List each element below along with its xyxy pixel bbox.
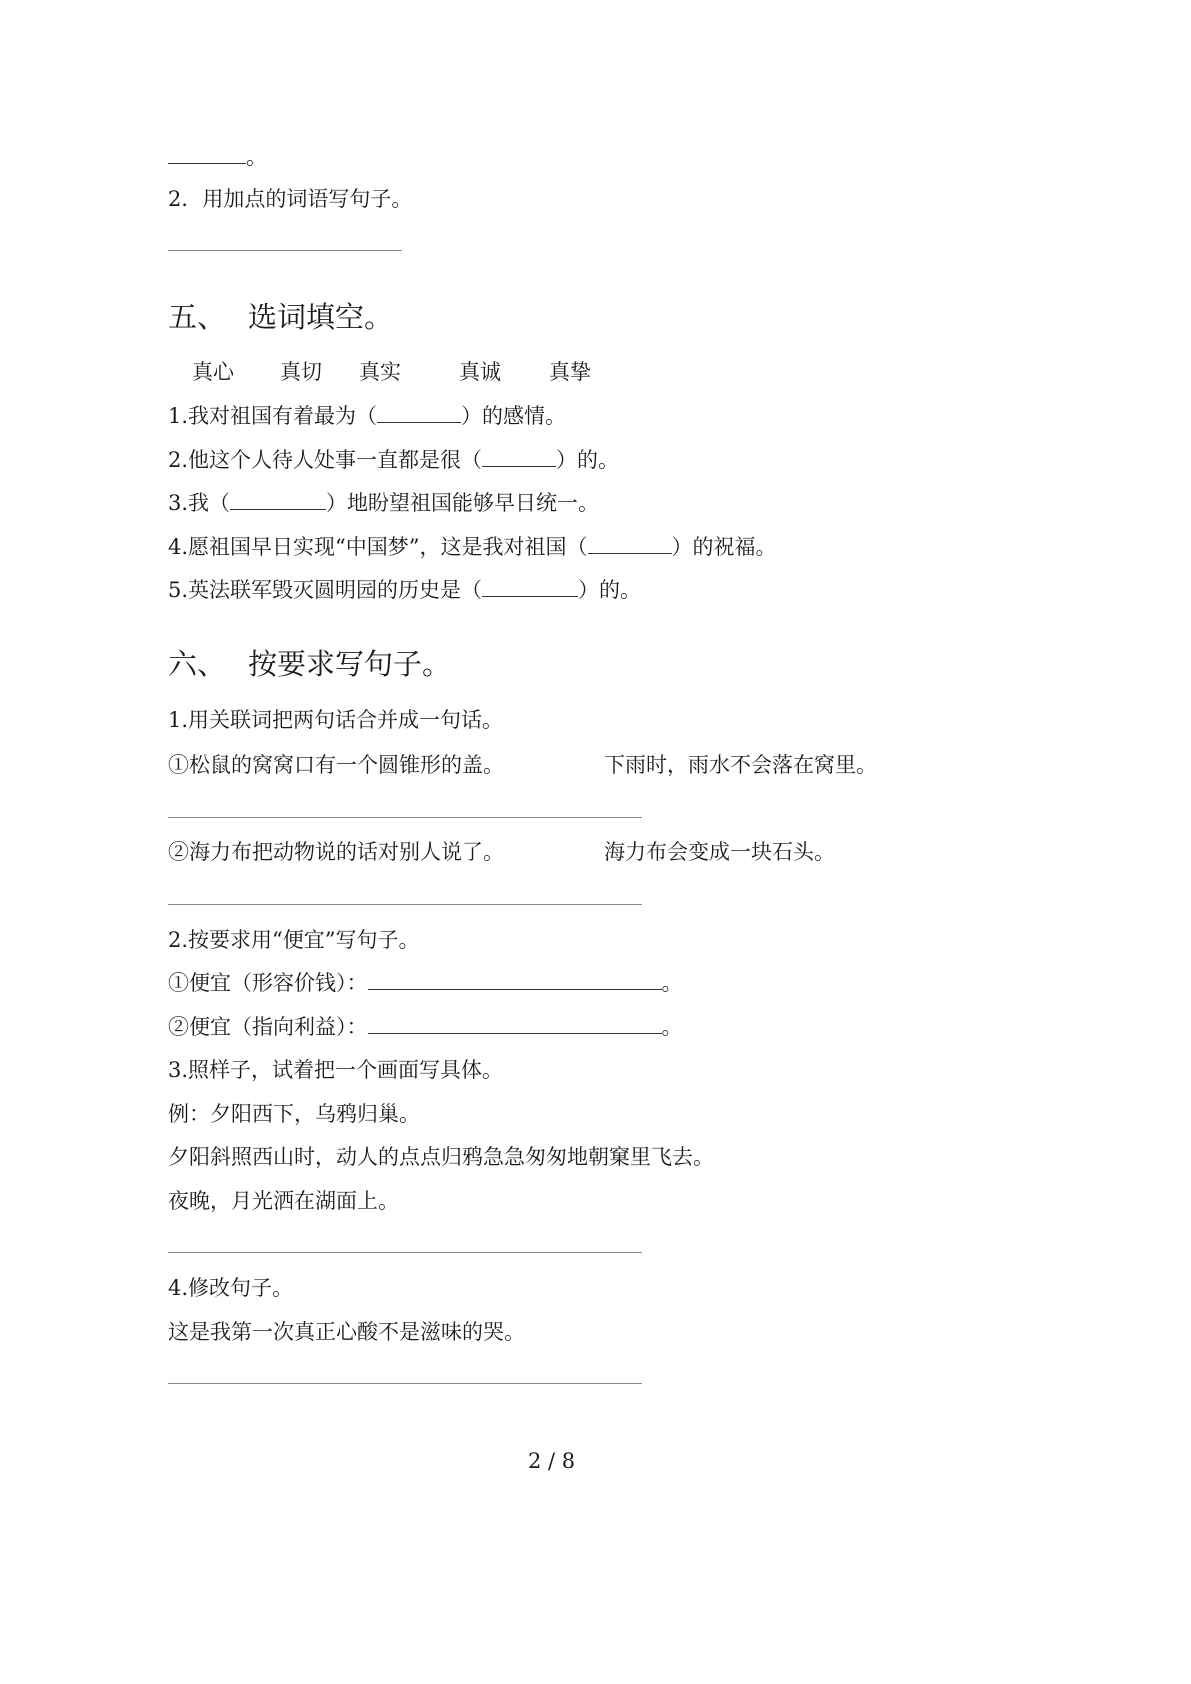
word-option: 真挚 bbox=[549, 360, 591, 384]
answer-line[interactable] bbox=[168, 904, 642, 905]
q3-title: 3.照样子，试着把一个画面写具体。 bbox=[168, 1058, 504, 1082]
fill-blank[interactable] bbox=[368, 971, 662, 990]
word-option: 真实 bbox=[359, 360, 401, 384]
q1-sentence-a2: ②海力布把动物说的话对别人说了。 bbox=[168, 840, 504, 864]
item-label: ②便宜（指向利益）： bbox=[168, 1015, 368, 1039]
fill-item-4 bbox=[168, 532, 777, 562]
q2-title: 2.按要求用“便宜”写句子。 bbox=[168, 928, 420, 952]
item-text: 5.英法联军毁灭圆明园的历史是（ bbox=[168, 578, 483, 602]
item-text: ）的祝福。 bbox=[671, 535, 777, 559]
fill-blank[interactable] bbox=[588, 535, 672, 554]
answer-line[interactable] bbox=[168, 1383, 642, 1384]
q2-item-2 bbox=[168, 1012, 683, 1042]
q1-sentence-a1: ①松鼠的窝窝口有一个圆锥形的盖。 bbox=[168, 753, 504, 777]
fill-item-5 bbox=[168, 575, 641, 605]
page-number: 2 / 8 bbox=[528, 1449, 576, 1473]
fill-blank[interactable] bbox=[377, 404, 461, 423]
item-text: 4.愿祖国早日实现“中国梦”，这是我对祖国（ bbox=[168, 535, 588, 559]
answer-line[interactable] bbox=[168, 1252, 642, 1253]
period: 。 bbox=[246, 145, 267, 169]
section-title: 选词填空。 bbox=[248, 300, 394, 334]
q1-sentence-b2: 海力布会变成一块石头。 bbox=[604, 840, 835, 864]
q3-prompt: 夜晚，月光洒在湖面上。 bbox=[168, 1189, 399, 1213]
q1-sentence-b1: 下雨时，雨水不会落在窝里。 bbox=[604, 753, 877, 777]
period: 。 bbox=[661, 1015, 683, 1039]
word-option: 真切 bbox=[280, 360, 322, 384]
q4-sentence: 这是我第一次真正心酸不是滋味的哭。 bbox=[168, 1320, 525, 1344]
item-text: ）的感情。 bbox=[461, 404, 567, 428]
q3-expanded-example: 夕阳斜照西山时，动人的点点归鸦急急匆匆地朝窠里飞去。 bbox=[168, 1145, 714, 1169]
item-label: ①便宜（形容价钱）： bbox=[168, 971, 368, 995]
period: 。 bbox=[661, 971, 683, 995]
section-number: 五、 bbox=[168, 300, 227, 334]
fill-blank[interactable] bbox=[230, 491, 326, 510]
section-6-heading bbox=[168, 644, 451, 684]
word-option: 真诚 bbox=[459, 360, 501, 384]
item-text: 3.我（ bbox=[168, 491, 231, 515]
item-text: ）的。 bbox=[556, 448, 620, 472]
item-text: ）的。 bbox=[578, 578, 642, 602]
q2-item-1 bbox=[168, 968, 683, 998]
blank-line[interactable] bbox=[168, 145, 246, 164]
fill-blank[interactable] bbox=[482, 578, 578, 597]
fill-blank[interactable] bbox=[368, 1015, 662, 1034]
item-text: ）地盼望祖国能够早日统一。 bbox=[326, 491, 600, 515]
answer-line[interactable] bbox=[168, 250, 402, 251]
fill-item-1 bbox=[168, 401, 566, 431]
fill-item-2 bbox=[168, 445, 619, 475]
q4-title: 4.修改句子。 bbox=[168, 1276, 294, 1300]
answer-line[interactable] bbox=[168, 817, 642, 818]
answer-line-continuation bbox=[168, 142, 267, 172]
q3-example: 例：夕阳西下，乌鸦归巢。 bbox=[168, 1102, 420, 1126]
section-number: 六、 bbox=[168, 647, 227, 681]
question-2-prompt: 2．用加点的词语写句子。 bbox=[168, 187, 413, 211]
fill-blank[interactable] bbox=[482, 448, 556, 467]
item-text: 2.他这个人待人处事一直都是很（ bbox=[168, 448, 483, 472]
section-5-heading bbox=[168, 297, 393, 337]
word-option: 真心 bbox=[192, 360, 234, 384]
item-text: 1.我对祖国有着最为（ bbox=[168, 404, 378, 428]
section-title: 按要求写句子。 bbox=[248, 647, 452, 681]
q1-title: 1.用关联词把两句话合并成一句话。 bbox=[168, 708, 504, 732]
fill-item-3 bbox=[168, 488, 599, 518]
